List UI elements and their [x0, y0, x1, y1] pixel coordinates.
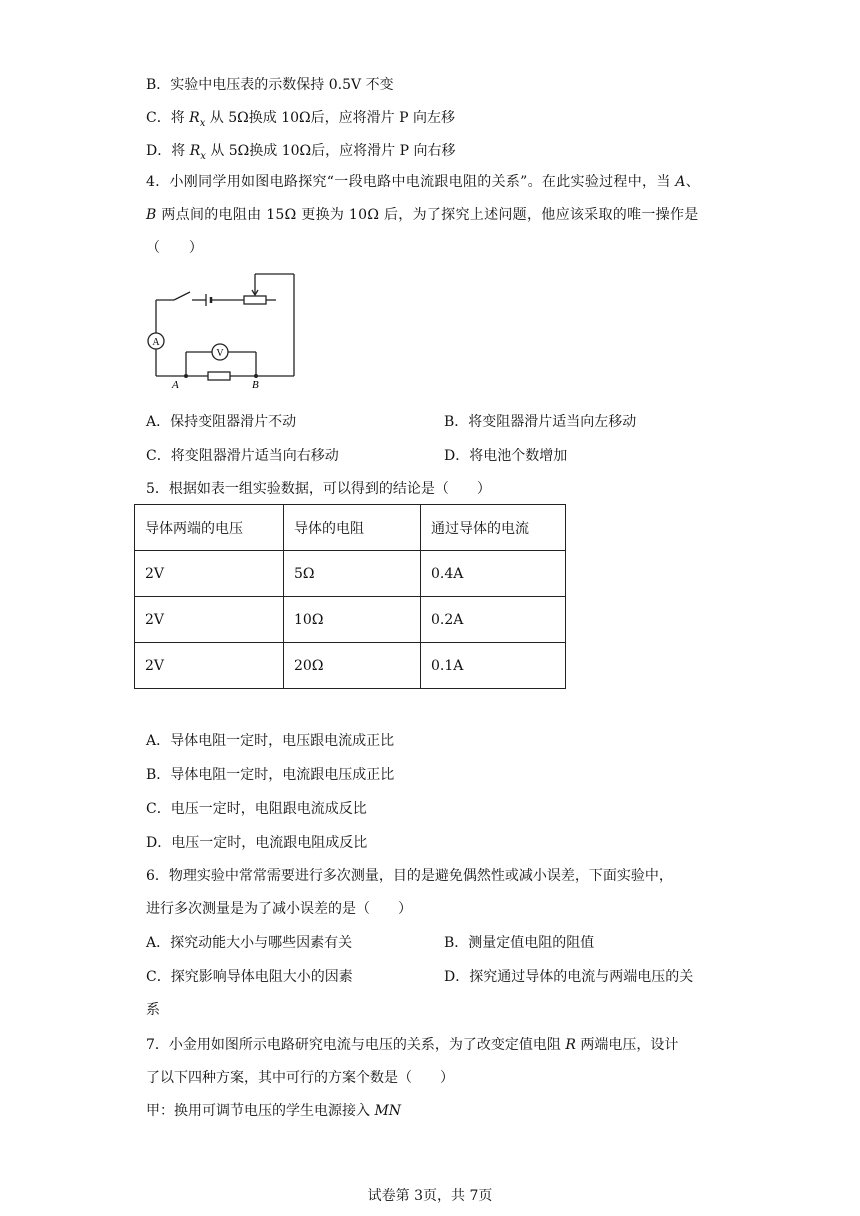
node-b-dot: [254, 374, 258, 378]
table-header-row: [135, 505, 566, 551]
table-cell: 0.1A: [421, 643, 566, 689]
table-header-cell: 通过导体的电流: [421, 505, 566, 551]
q5-option-b: B．导体电阻一定时，电流跟电压成正比: [146, 767, 395, 783]
table-cell: 0.2A: [421, 597, 566, 643]
q7-stem-line1: 7．小金用如图所示电路研究电流与电压的关系，为了改变定值电阻 R 两端电压，设计: [146, 1037, 679, 1053]
table-cell: 5Ω: [284, 551, 421, 597]
voltmeter-label: V: [216, 348, 224, 359]
q5-option-a: A．导体电阻一定时，电压跟电流成正比: [146, 733, 395, 749]
q6-stem-line1: 6．物理实验中常常需要进行多次测量，目的是避免偶然性或减小误差，下面实验中，: [146, 868, 673, 884]
q6-option-c: C．探究影响导体电阻大小的因素: [146, 969, 353, 985]
q4-option-a: A．保持变阻器滑片不动: [146, 414, 297, 430]
ammeter-label: A: [152, 337, 160, 348]
q6-option-a: A．探究动能大小与哪些因素有关: [146, 935, 353, 951]
table-header-cell: 导体两端的电压: [135, 505, 284, 551]
q7-stem-line2: 了以下四种方案，其中可行的方案个数是（ ）: [146, 1070, 454, 1086]
table-cell: 2V: [135, 597, 284, 643]
q4-option-d: D．将电池个数增加: [444, 448, 568, 464]
q6-option-d-wrap: 系: [146, 1002, 160, 1018]
q6-stem-line2: 进行多次测量是为了减小误差的是（ ）: [146, 901, 412, 917]
q4-circuit-diagram: [144, 268, 314, 390]
q4-stem: 4．小刚同学用如图电路探究“一段电路中电流跟电阻的关系”。在此实验过程中，当 A、 B 两点间的电阻由 15Ω 更换为 10Ω 后，为了探究上述问题，他应该采取的唯一操作是 （ ）: [146, 174, 701, 256]
table-cell: 2V: [135, 551, 284, 597]
table-cell: 10Ω: [284, 597, 421, 643]
q5-stem: 5．根据如表一组实验数据，可以得到的结论是（ ）: [146, 481, 491, 497]
q4-option-c: C．将变阻器滑片适当向右移动: [146, 448, 339, 464]
q5-option-c: C．电压一定时，电阻跟电流成反比: [146, 801, 367, 817]
table-row: [135, 551, 566, 597]
table-cell: 20Ω: [284, 643, 421, 689]
page-footer: 试卷第 3页，共 7页: [367, 1188, 493, 1204]
q6-option-d: D．探究通过导体的电流与两端电压的关: [444, 969, 694, 985]
point-a-label: A: [172, 379, 179, 390]
table-row: [135, 597, 566, 643]
q4-option-b: B．将变阻器滑片适当向左移动: [444, 414, 637, 430]
q3-option-c: C．将 $R_x$ 从 5Ω换成 10Ω后，应将滑片 P 向左移: [146, 110, 455, 129]
q6-option-b: B．测量定值电阻的阻值: [444, 935, 595, 951]
q3-option-b: B．实验中电压表的示数保持 0.5V 不变: [146, 77, 394, 93]
table-row: [135, 643, 566, 689]
node-a-dot: [184, 374, 188, 378]
q3-option-d: D．将 $R_x$ 从 5Ω换成 10Ω后，应将滑片 P 向右移: [146, 143, 456, 162]
q7-plan-jia: 甲：换用可调节电压的学生电源接入 MN: [146, 1103, 402, 1119]
table-cell: 0.4A: [421, 551, 566, 597]
table-header-cell: 导体的电阻: [284, 505, 421, 551]
q5-data-table: [134, 504, 566, 689]
q5-option-d: D．电压一定时，电流跟电阻成反比: [146, 835, 368, 851]
point-b-label: B: [252, 379, 259, 390]
table-cell: 2V: [135, 643, 284, 689]
